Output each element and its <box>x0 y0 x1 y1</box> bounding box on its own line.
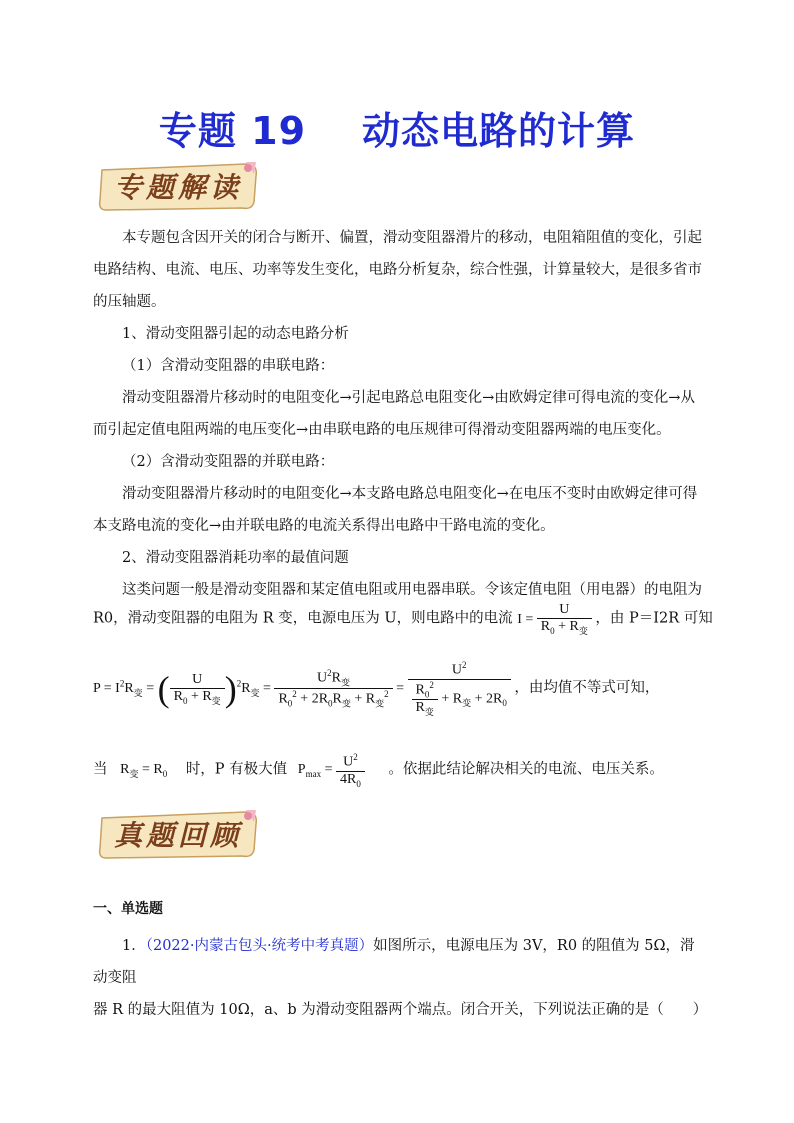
intro-paragraph: 本专题包含因开关的闭合与断开、偏置，滑动变阻器滑片的移动，电阻箱阻值的变化，引起电路结构、电流、电压、功率等发生变化，电路分析复杂，综合性强，计算量较大，是很多省市的压轴题。 <box>93 230 702 310</box>
power-text-end: ，由均值不等式可知， <box>514 680 660 697</box>
question-1-text2: 器 R 的最大阻值为 10Ω，a、b 为滑动变阻器两个端点。闭合开关，下列说法正确的是（ ） <box>93 1002 708 1018</box>
page-title <box>0 100 794 155</box>
condition-formula: $R_变 = R_0$ <box>120 762 168 780</box>
review-banner <box>96 808 266 860</box>
current-formula: I = $\frac{U}{R_0 + R_变}$ <box>517 612 595 627</box>
series-paragraph: 滑动变阻器滑片移动时的电阻变化→引起电路总电阻变化→由欧姆定律可得电流的变化→从而引起定值电阻两端的电压变化→由串联电路的电压规律可得滑动变阻器两端的电压变化。 <box>93 390 695 438</box>
review-banner-label: 真题回顾 <box>114 819 243 852</box>
intro-banner-label: 专题解读 <box>114 171 243 204</box>
max-text-1: 当 <box>93 761 108 778</box>
current-text-end: ，由 P＝I2R 可知 <box>595 610 713 627</box>
question-1-source: （2022·内蒙古包头·统考中考真题） <box>145 938 374 954</box>
current-text: R0，滑动变阻器的电阻为 R 变，电源电压为 U，则电路中的电流 <box>93 610 513 627</box>
intro-banner <box>96 160 266 212</box>
power-formula: $P = I^2R_变$ = ( $\frac{U}{R_0 + R_变}$ )$^2R_变$ = $\frac{U^2R_变}{R_0^2 + 2R_0R_变 + R_变^2}$ = $U^2$ $\frac{R_0^2}{R_变}$ + $R_变 + 2R_0$ <box>93 681 514 696</box>
question-1 <box>93 898 708 1026</box>
max-line <box>93 752 664 788</box>
heading-1a: （1）含滑动变阻器的串联电路： <box>122 358 335 374</box>
title-part1: 专题 19 <box>158 109 307 153</box>
power-formula-line <box>93 660 659 718</box>
heading-1: 1、滑动变阻器引起的动态电路分析 <box>122 326 349 342</box>
question-1-text1: 如图所示，电源电压为 3V，R0 的阻值为 5Ω，滑动变阻 <box>93 938 695 986</box>
current-formula-line <box>93 602 713 637</box>
max-text-2: 时，P 有极大值 <box>185 761 288 778</box>
max-text-3: 。依据此结论解决相关的电流、电压关系。 <box>388 761 664 778</box>
power-paragraph: 这类问题一般是滑动变阻器和某定值电阻或用电器串联。令该定值电阻（用电器）的电阻为 <box>122 582 702 598</box>
title-part2: 动态电路的计算 <box>362 109 636 153</box>
pmax-formula: $P_{max}$ = $\frac{U^2}{4R_0}$ <box>298 762 369 777</box>
heading-2: 2、滑动变阻器消耗功率的最值问题 <box>122 550 349 566</box>
heading-1b: （2）含滑动变阻器的并联电路： <box>122 454 335 470</box>
parallel-paragraph: 滑动变阻器滑片移动时的电阻变化→本支路电路总电阻变化→在电压不变时由欧姆定律可得本支路电流的变化→由并联电路的电流关系得出电路中干路电流的变化。 <box>93 486 698 534</box>
question-1-number: 1． <box>122 938 146 954</box>
section-heading: 一、单选题 <box>93 901 163 917</box>
